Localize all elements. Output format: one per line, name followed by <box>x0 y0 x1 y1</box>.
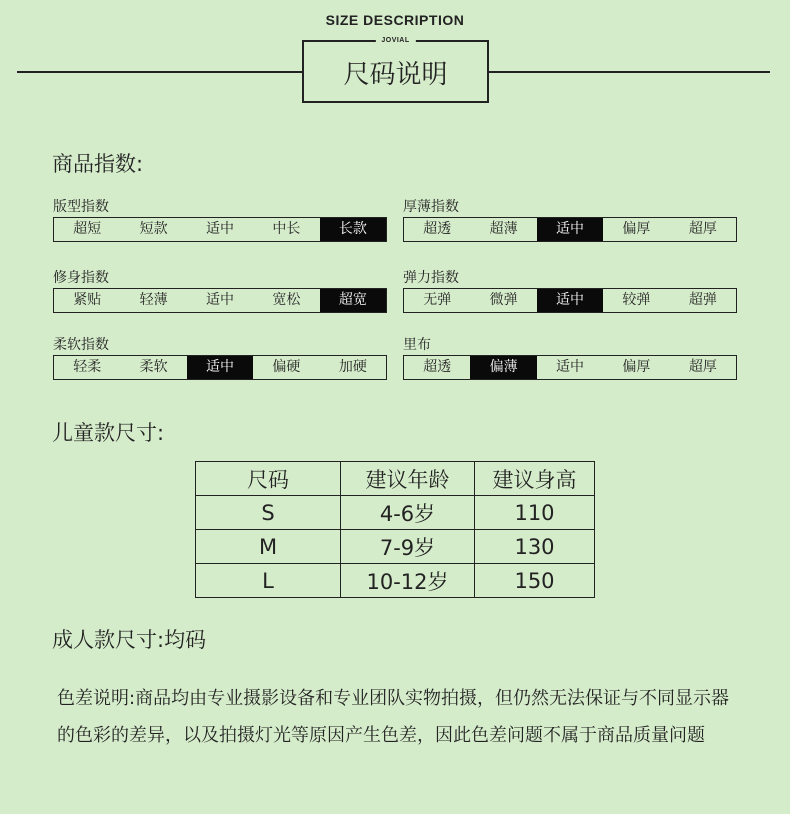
index-group-label: 修身指数 <box>53 270 109 286</box>
adult-size-title: 成人款尺寸:均码 <box>52 628 207 652</box>
index-option: 中长 <box>272 221 301 237</box>
table-cell: 110 <box>475 496 595 530</box>
index-option: 微弹 <box>489 292 518 308</box>
header-divider-right <box>488 71 770 73</box>
index-options <box>403 355 737 380</box>
index-option-selected: 超宽 <box>320 289 386 312</box>
kids-size-title: 儿童款尺寸: <box>52 421 165 445</box>
index-option: 超透 <box>423 359 452 375</box>
header-title-en: SIZE DESCRIPTION <box>325 12 465 28</box>
table-cell: 10-12岁 <box>341 564 475 598</box>
index-option: 较弹 <box>622 292 651 308</box>
index-group-label: 弹力指数 <box>403 270 459 286</box>
index-group-thickness <box>403 197 737 242</box>
brand-label: JOVIAL <box>375 36 415 46</box>
index-group-stretch <box>403 268 737 313</box>
index-option: 短款 <box>139 221 168 237</box>
table-header-cell: 建议身高 <box>475 462 595 496</box>
index-options <box>403 288 737 313</box>
index-group-softness <box>53 335 387 380</box>
table-row <box>196 530 595 564</box>
color-difference-note: 色差说明:商品均由专业摄影设备和专业团队实物拍摄，但仍然无法保证与不同显示器的色彩的差异，以及拍摄灯光等原因产生色差，因此色差问题不属于商品质量问题 <box>57 688 730 746</box>
header-title-box <box>302 37 489 103</box>
index-option-selected: 适中 <box>537 218 603 241</box>
index-group-label: 版型指数 <box>53 199 109 215</box>
index-option: 超弹 <box>688 292 717 308</box>
index-option-selected: 适中 <box>537 289 603 312</box>
index-option: 超短 <box>73 221 102 237</box>
index-option: 加硬 <box>338 359 367 375</box>
header-divider-left <box>17 71 303 73</box>
table-row <box>196 564 595 598</box>
index-option-selected: 适中 <box>187 356 253 379</box>
index-options <box>53 288 387 313</box>
index-option-selected: 长款 <box>320 218 386 241</box>
table-header-row <box>196 462 595 496</box>
index-option-selected: 偏薄 <box>470 356 536 379</box>
index-group-label: 里布 <box>403 337 431 353</box>
index-option: 紧贴 <box>73 292 102 308</box>
table-cell: 7-9岁 <box>341 530 475 564</box>
index-option: 超厚 <box>688 221 717 237</box>
table-header-cell: 尺码 <box>196 462 341 496</box>
kids-size-table <box>195 461 595 598</box>
index-group-slim <box>53 268 387 313</box>
index-options <box>53 355 387 380</box>
table-row <box>196 496 595 530</box>
table-header-cell: 建议年龄 <box>341 462 475 496</box>
header-title-cn: 尺码说明 <box>343 60 448 90</box>
index-option: 无弹 <box>423 292 452 308</box>
index-option: 超透 <box>423 221 452 237</box>
product-index-title: 商品指数: <box>52 152 144 176</box>
table-cell: 4-6岁 <box>341 496 475 530</box>
table-cell: M <box>196 530 341 564</box>
index-options <box>53 217 387 242</box>
index-option: 轻柔 <box>73 359 102 375</box>
table-cell: S <box>196 496 341 530</box>
index-group-lining <box>403 335 737 380</box>
index-group-label: 柔软指数 <box>53 337 109 353</box>
index-option: 超薄 <box>489 221 518 237</box>
index-option: 适中 <box>206 221 235 237</box>
index-option: 适中 <box>206 292 235 308</box>
index-group-label: 厚薄指数 <box>403 199 459 215</box>
index-option: 偏厚 <box>622 221 651 237</box>
index-option: 轻薄 <box>139 292 168 308</box>
index-option: 偏硬 <box>272 359 301 375</box>
table-cell: 130 <box>475 530 595 564</box>
index-option: 柔软 <box>139 359 168 375</box>
table-cell: L <box>196 564 341 598</box>
index-option: 偏厚 <box>622 359 651 375</box>
index-options <box>403 217 737 242</box>
index-group-fit <box>53 197 387 242</box>
index-option: 超厚 <box>688 359 717 375</box>
index-option: 宽松 <box>272 292 301 308</box>
index-option: 适中 <box>556 359 585 375</box>
table-cell: 150 <box>475 564 595 598</box>
